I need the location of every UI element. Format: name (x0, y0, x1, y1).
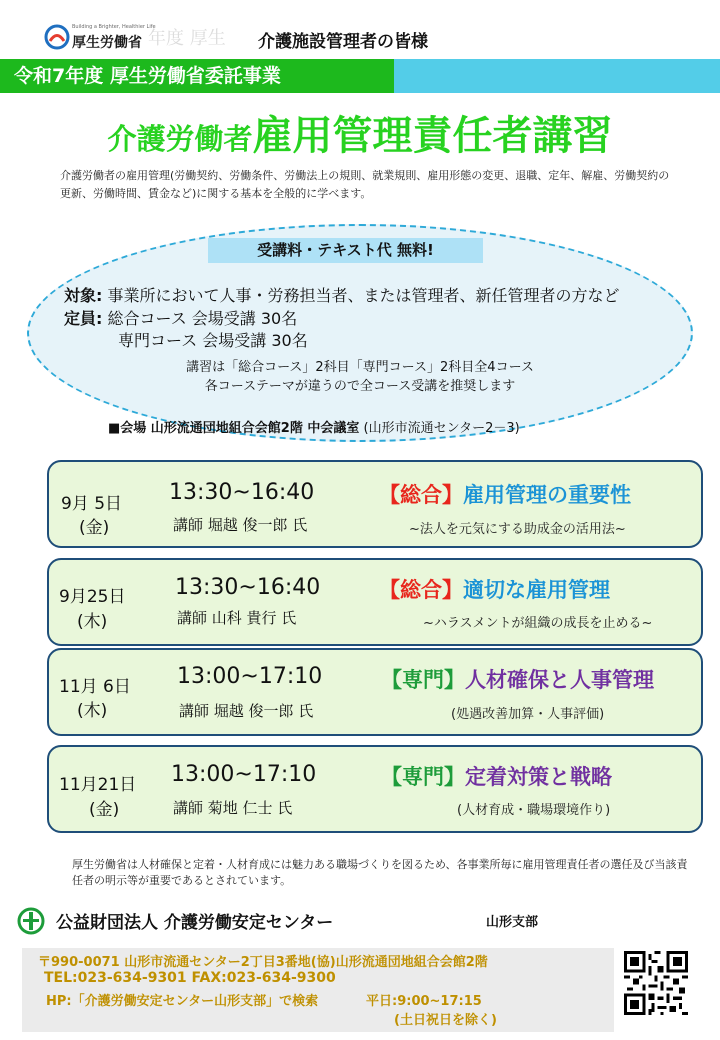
session-tag: 【専門】 (381, 668, 465, 692)
session-card (47, 648, 703, 736)
title-prefix: 介護労働者 (107, 122, 253, 156)
banner-text: 令和7年度 厚生労働省委託事業 (0, 59, 394, 93)
faded-header-text: 年度 厚生 (148, 28, 226, 49)
session-lecturer: 講師 菊地 仁士 氏 (173, 799, 293, 817)
session-card (47, 745, 703, 833)
contact-block (22, 948, 614, 1032)
intro-text: 介護労働者の雇用管理(労働契約、労働条件、労働法上の規則、就業規則、雇用形態の変更、退職、定年、解雇、労働契約の更新、労働時間、賃金など)に関する基本を全般的に学べます。 (60, 169, 670, 200)
session-date: 11月21日 (59, 775, 137, 795)
target-line (64, 283, 620, 306)
session-time: 13:30~16:40 (175, 575, 321, 600)
footer-note: 厚生労働省は人材確保と定着・人材育成には魅力ある職場づくりを図るため、各事業所毎に雇用管理責任者の選任及び当該責任者の明示等が重要であるとされています。 (72, 858, 688, 887)
fee-badge: 受講料・テキスト代 無料! (208, 238, 483, 263)
logo-tagline: Building a Brighter, Healthier Life (72, 24, 156, 30)
session-day: (金) (79, 518, 110, 538)
website-search: HP:「介護労働安定センター山形支部」で検索 (46, 994, 319, 1009)
target-label: 対象: (64, 286, 103, 305)
venue-line (108, 417, 520, 436)
session-date: 9月 5日 (61, 494, 123, 514)
session-lecturer: 講師 堀越 俊一郎 氏 (173, 516, 308, 534)
session-subtitle: ~法人を元気にする助成金の活用法~ (409, 522, 626, 537)
banner-bar (0, 59, 720, 93)
session-subtitle: (処遇改善加算・人事評価) (451, 707, 605, 722)
logo-text: 厚生労働省 (72, 35, 142, 51)
session-lecturer: 講師 山科 貴行 氏 (177, 609, 297, 627)
address: 〒990-0071 山形市流通センター2丁目3番地(協)山形流通団地組合会館2階 (38, 955, 488, 970)
session-theme (381, 664, 654, 694)
session-day: (木) (77, 701, 108, 721)
branch-name: 山形支部 (486, 915, 539, 930)
page-title (0, 104, 720, 161)
course-note-1: 講習は「総合コース」2科目「専門コース」2科目全4コース (186, 360, 534, 375)
qr-code-icon[interactable] (624, 951, 688, 1015)
venue-name: ■会場 山形流通団地組合会館2階 中会議室 (108, 421, 360, 436)
capacity-general: 総合コース 会場受講 30名 (107, 309, 298, 328)
audience-heading: 介護施設管理者の皆様 (258, 32, 428, 52)
session-date: 11月 6日 (59, 677, 131, 697)
session-day: (木) (77, 612, 108, 632)
mhlw-logo (44, 22, 154, 56)
title-main: 雇用管理責任者講習 (252, 113, 613, 159)
phone-fax: TEL:023-634-9301 FAX:023-634-9300 (44, 970, 336, 986)
session-theme (381, 761, 612, 791)
session-theme-text: 人材確保と人事管理 (465, 668, 654, 692)
session-tag: 【専門】 (381, 765, 465, 789)
mhlw-logo-icon (44, 24, 70, 50)
capacity-label: 定員: (64, 309, 103, 328)
session-theme-text: 適切な雇用管理 (463, 578, 610, 602)
session-theme-text: 定着対策と戦略 (465, 765, 612, 789)
session-subtitle: ~ハラスメントが組織の成長を止める~ (423, 616, 653, 631)
office-hours: 平日:9:00~17:15 (366, 994, 482, 1009)
session-time: 13:00~17:10 (177, 664, 323, 689)
capacity-line-1 (64, 306, 297, 329)
organization-name: 公益財団法人 介護労働安定センター (56, 913, 334, 933)
session-card (47, 558, 703, 646)
session-tag: 【総合】 (379, 483, 463, 507)
session-subtitle: (人材育成・職場環境作り) (457, 803, 611, 818)
session-lecturer: 講師 堀越 俊一郎 氏 (179, 702, 314, 720)
session-day: (金) (89, 800, 120, 820)
course-note-2: 各コーステーマが違うので全コース受講を推奨します (204, 379, 516, 394)
session-time: 13:30~16:40 (169, 480, 315, 505)
session-date: 9月25日 (59, 587, 126, 607)
session-theme-text: 雇用管理の重要性 (463, 483, 631, 507)
session-tag: 【総合】 (379, 578, 463, 602)
closed-days: (土日祝日を除く) (394, 1013, 497, 1028)
target-text: 事業所において人事・労務担当者、または管理者、新任管理者の方など (107, 286, 620, 305)
venue-address: (山形市流通センター2－3) (363, 421, 520, 436)
session-theme (379, 479, 631, 509)
session-time: 13:00~17:10 (171, 762, 317, 787)
organization-logo-icon (16, 907, 46, 935)
session-card (47, 460, 703, 548)
capacity-special: 専門コース 会場受講 30名 (118, 331, 308, 350)
session-theme (379, 574, 610, 604)
